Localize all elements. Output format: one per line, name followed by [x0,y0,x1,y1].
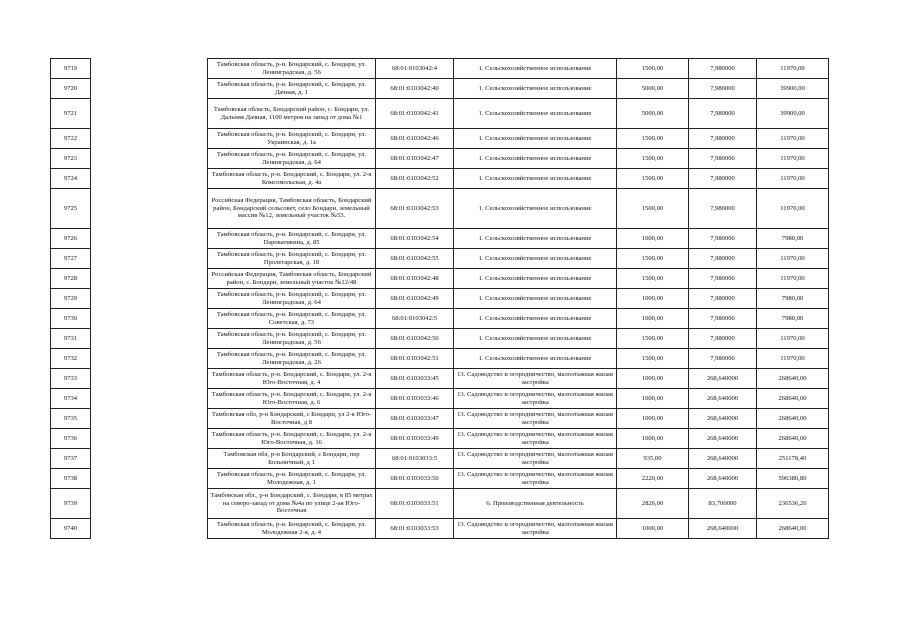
address-cell: Тамбовская обл, р-н Бондарский, с Бондари, пер Больничный, д 1 [208,449,376,469]
gap-cell [91,389,208,409]
land-use-cell: 1. Сельскохозяйственное использование [454,309,617,329]
row-number: 9734 [51,389,91,409]
area-cell: 1500,00 [617,349,689,369]
table-row [51,59,829,79]
cadastral-value-cell: 596380,80 [757,469,829,489]
table-row [51,249,829,269]
area-cell: 935,00 [617,449,689,469]
land-use-cell: 1. Сельскохозяйственное использование [454,59,617,79]
row-number: 9732 [51,349,91,369]
row-number: 9727 [51,249,91,269]
row-number: 9731 [51,329,91,349]
gap-cell [91,519,208,539]
cadastral-value-cell: 39900,00 [757,79,829,99]
row-number: 9739 [51,489,91,519]
table-row [51,519,829,539]
gap-cell [91,269,208,289]
rate-cell: 7,980000 [689,309,757,329]
cadastral-number-cell: 68:01:0103042:41 [376,99,454,129]
cadastral-value-cell: 11970,00 [757,169,829,189]
land-use-cell: 1. Сельскохозяйственное использование [454,149,617,169]
address-cell: Тамбовская область, р-н. Бондарский, с. Бондари, ул. 2-я Комсомольская, д. 4а [208,169,376,189]
area-cell: 1000,00 [617,309,689,329]
gap-cell [91,369,208,389]
table-row [51,369,829,389]
cadastral-value-cell: 11970,00 [757,149,829,169]
table-row [51,289,829,309]
cadastral-value-cell: 7980,00 [757,309,829,329]
area-cell: 1500,00 [617,249,689,269]
table-row [51,79,829,99]
gap-cell [91,469,208,489]
land-use-cell: 1. Сельскохозяйственное использование [454,129,617,149]
row-number: 9738 [51,469,91,489]
cadastral-value-cell: 268640,00 [757,409,829,429]
area-cell: 1000,00 [617,369,689,389]
land-use-cell: 13. Садоводство и огородничество, малоэтажная жилая застройка [454,409,617,429]
land-use-cell: 13. Садоводство и огородничество, малоэтажная жилая застройка [454,369,617,389]
row-number: 9736 [51,429,91,449]
rate-cell: 7,980000 [689,229,757,249]
land-use-cell: 1. Сельскохозяйственное использование [454,169,617,189]
address-cell: Тамбовская область, Бондарский район, с. Бондари, ул. Дальняя Дачная, 1100 метров на запад от дома №1 [208,99,376,129]
land-use-cell: 1. Сельскохозяйственное использование [454,229,617,249]
cadastral-number-cell: 68:01:0103033:53 [376,519,454,539]
area-cell: 1500,00 [617,189,689,229]
rate-cell: 7,980000 [689,59,757,79]
address-cell: Тамбовская область, р-н. Бондарский, с. Бондари, ул. Молодежная 2-я, д. 4 [208,519,376,539]
cadastral-number-cell: 68:01:0103042:40 [376,79,454,99]
table-row [51,389,829,409]
row-number: 9737 [51,449,91,469]
table-row [51,229,829,249]
row-number: 9728 [51,269,91,289]
table-row [51,409,829,429]
area-cell: 1500,00 [617,149,689,169]
cadastral-value-cell: 11970,00 [757,249,829,269]
cadastral-number-cell: 68:01:0103042:52 [376,169,454,189]
address-cell: Тамбовская область, р-н. Бондарский, с. Бондари, ул. Советская, д. 73 [208,309,376,329]
rate-cell: 7,980000 [689,189,757,229]
cadastral-number-cell: 68:01:0103042:49 [376,289,454,309]
table-row [51,269,829,289]
gap-cell [91,329,208,349]
gap-cell [91,489,208,519]
land-use-cell: 1. Сельскохозяйственное использование [454,249,617,269]
rate-cell: 7,980000 [689,169,757,189]
rate-cell: 7,980000 [689,99,757,129]
land-registry-table [50,58,829,539]
cadastral-number-cell: 68:01:0103033:49 [376,429,454,449]
gap-cell [91,129,208,149]
area-cell: 1000,00 [617,289,689,309]
cadastral-number-cell: 68:01:0103042:46 [376,129,454,149]
table-row [51,309,829,329]
gap-cell [91,79,208,99]
table-row [51,329,829,349]
address-cell: Российская Федерация, Тамбовская область, Бондарский район, с. Бондари, земельный участок №12/48 [208,269,376,289]
cadastral-number-cell: 68:01:0103042:51 [376,349,454,369]
address-cell: Тамбовская область, р-н. Бондарский, с. Бондари, ул. Дачная, д. 1 [208,79,376,99]
area-cell: 5000,00 [617,99,689,129]
land-use-cell: 13. Садоводство и огородничество, малоэтажная жилая застройка [454,449,617,469]
cadastral-number-cell: 68:01:0103033:45 [376,369,454,389]
table-body [51,59,829,539]
address-cell: Тамбовская обл, р-н Бондарский, с Бондари, ул 2-я Юго-Восточная, д 8 [208,409,376,429]
address-cell: Тамбовская область, р-н. Бондарский, с. Бондари, ул. Ленинградская, д. 26 [208,349,376,369]
row-number: 9720 [51,79,91,99]
land-use-cell: 13. Садоводство и огородничество, малоэтажная жилая застройка [454,389,617,409]
rate-cell: 268,640000 [689,369,757,389]
cadastral-value-cell: 268640,00 [757,389,829,409]
area-cell: 2220,00 [617,469,689,489]
gap-cell [91,169,208,189]
cadastral-value-cell: 7980,00 [757,229,829,249]
rate-cell: 268,640000 [689,469,757,489]
table-row [51,169,829,189]
rate-cell: 7,980000 [689,269,757,289]
gap-cell [91,229,208,249]
table-row [51,189,829,229]
cadastral-number-cell: 68:01:0103042:47 [376,149,454,169]
gap-cell [91,149,208,169]
gap-cell [91,189,208,229]
land-use-cell: 1. Сельскохозяйственное использование [454,269,617,289]
row-number: 9729 [51,289,91,309]
cadastral-number-cell: 68:01:0103033:50 [376,469,454,489]
land-use-cell: 1. Сельскохозяйственное использование [454,79,617,99]
row-number: 9723 [51,149,91,169]
rate-cell: 268,640000 [689,429,757,449]
address-cell: Тамбовская область, р-н. Бондарский, с. Бондари, ул. Украинская, д. 1а [208,129,376,149]
cadastral-value-cell: 251178,40 [757,449,829,469]
row-number: 9725 [51,189,91,229]
address-cell: Тамбовская область, р-н. Бондарский, с. Бондари, ул. 2-я Юго-Восточная, д. 6 [208,389,376,409]
cadastral-value-cell: 268640,00 [757,519,829,539]
table-row [51,149,829,169]
cadastral-value-cell: 268640,00 [757,369,829,389]
row-number: 9721 [51,99,91,129]
rate-cell: 268,640000 [689,389,757,409]
cadastral-value-cell: 236536,20 [757,489,829,519]
rate-cell: 7,980000 [689,129,757,149]
cadastral-number-cell: 68:01:0103033:51 [376,489,454,519]
rate-cell: 7,980000 [689,289,757,309]
land-use-cell: 1. Сельскохозяйственное использование [454,329,617,349]
cadastral-value-cell: 11970,00 [757,189,829,229]
gap-cell [91,289,208,309]
land-use-cell: 1. Сельскохозяйственное использование [454,189,617,229]
address-cell: Тамбовская область, р-н. Бондарский, с. Бондари, ул. Пролетарская, д. 18 [208,249,376,269]
land-use-cell: 13. Садоводство и огородничество, малоэтажная жилая застройка [454,429,617,449]
gap-cell [91,349,208,369]
cadastral-number-cell: 68:01:0103042:54 [376,229,454,249]
table-row [51,99,829,129]
table-row [51,349,829,369]
cadastral-value-cell: 11970,00 [757,269,829,289]
gap-cell [91,409,208,429]
gap-cell [91,59,208,79]
area-cell: 1500,00 [617,129,689,149]
address-cell: Тамбовская область, р-н. Бондарский, с. Бондари, ул. Ленинградская, д. 64 [208,149,376,169]
row-number: 9735 [51,409,91,429]
area-cell: 1500,00 [617,169,689,189]
address-cell: Тамбовская область, р-н. Бондарский, с. Бондари, ул. 2-я Юго-Восточная, д. 4 [208,369,376,389]
area-cell: 1000,00 [617,389,689,409]
table-row [51,489,829,519]
land-use-cell: 13. Садоводство и огородничество, малоэтажная жилая застройка [454,519,617,539]
cadastral-number-cell: 68:01:0103033:46 [376,389,454,409]
row-number: 9740 [51,519,91,539]
cadastral-number-cell: 68:01:0103042:53 [376,189,454,229]
rate-cell: 7,980000 [689,349,757,369]
row-number: 9724 [51,169,91,189]
cadastral-value-cell: 11970,00 [757,59,829,79]
address-cell: Российская Федерация, Тамбовская область, Бондарский район, Бондарский сельсовет, село Бондари, земельный массив №12, земельный участок №53. [208,189,376,229]
address-cell: Тамбовская область, р-н. Бондарский, с. Бондари, ул. Ленинградская, д. 64 [208,289,376,309]
rate-cell: 268,640000 [689,409,757,429]
cadastral-number-cell: 68:01:0103042:55 [376,249,454,269]
table-row [51,449,829,469]
rate-cell: 268,640000 [689,519,757,539]
land-use-cell: 1. Сельскохозяйственное использование [454,349,617,369]
area-cell: 1500,00 [617,269,689,289]
cadastral-value-cell: 11970,00 [757,329,829,349]
area-cell: 1500,00 [617,329,689,349]
cadastral-number-cell: 68:01:0103042:5 [376,309,454,329]
cadastral-value-cell: 11970,00 [757,349,829,369]
area-cell: 1000,00 [617,229,689,249]
land-use-cell: 1. Сельскохозяйственное использование [454,99,617,129]
cadastral-value-cell: 268640,00 [757,429,829,449]
land-use-cell: 1. Сельскохозяйственное использование [454,289,617,309]
row-number: 9726 [51,229,91,249]
rate-cell: 7,980000 [689,149,757,169]
address-cell: Тамбовская область, р-н. Бондарский, с. Бондари, ул. 2-я Юго-Восточная, д. 16 [208,429,376,449]
gap-cell [91,309,208,329]
table-row [51,129,829,149]
cadastral-value-cell: 7980,00 [757,289,829,309]
rate-cell: 268,640000 [689,449,757,469]
row-number: 9719 [51,59,91,79]
row-number: 9722 [51,129,91,149]
address-cell: Тамбовская обл., р-н Бондарский, с. Бондари, в 85 метрах на северо-запад от дома №4а по улице 2-ая Юго-Восточная [208,489,376,519]
area-cell: 1000,00 [617,519,689,539]
area-cell: 1000,00 [617,409,689,429]
cadastral-number-cell: 68:01:0103042:50 [376,329,454,349]
address-cell: Тамбовская область, р-н. Бондарский, с. Бондари, ул. Ленинградская, д. 56 [208,59,376,79]
row-number: 9730 [51,309,91,329]
area-cell: 1500,00 [617,59,689,79]
cadastral-number-cell: 68:01:0103033:47 [376,409,454,429]
cadastral-value-cell: 11970,00 [757,129,829,149]
rate-cell: 7,980000 [689,329,757,349]
area-cell: 1000,00 [617,429,689,449]
cadastral-value-cell: 39900,00 [757,99,829,129]
rate-cell: 7,980000 [689,249,757,269]
land-use-cell: 6. Производственная деятельность [454,489,617,519]
gap-cell [91,249,208,269]
cadastral-number-cell: 68:01:0103042:48 [376,269,454,289]
table-row [51,429,829,449]
address-cell: Тамбовская область, р-н. Бондарский, с. Бондари, ул. Молодежная, д. 1 [208,469,376,489]
gap-cell [91,99,208,129]
rate-cell: 7,980000 [689,79,757,99]
area-cell: 5000,00 [617,79,689,99]
gap-cell [91,429,208,449]
land-use-cell: 13. Садоводство и огородничество, малоэтажная жилая застройка [454,469,617,489]
address-cell: Тамбовская область, р-н. Бондарский, с. Бондари, ул. Пароватикина, д. 85 [208,229,376,249]
table-row [51,469,829,489]
address-cell: Тамбовская область, р-н. Бондарский, с. Бондари, ул. Ленинградская, д. 56 [208,329,376,349]
gap-cell [91,449,208,469]
cadastral-number-cell: 68:01:0103033:5 [376,449,454,469]
area-cell: 2826,00 [617,489,689,519]
cadastral-number-cell: 68:01:0103042:4 [376,59,454,79]
row-number: 9733 [51,369,91,389]
rate-cell: 83,700000 [689,489,757,519]
